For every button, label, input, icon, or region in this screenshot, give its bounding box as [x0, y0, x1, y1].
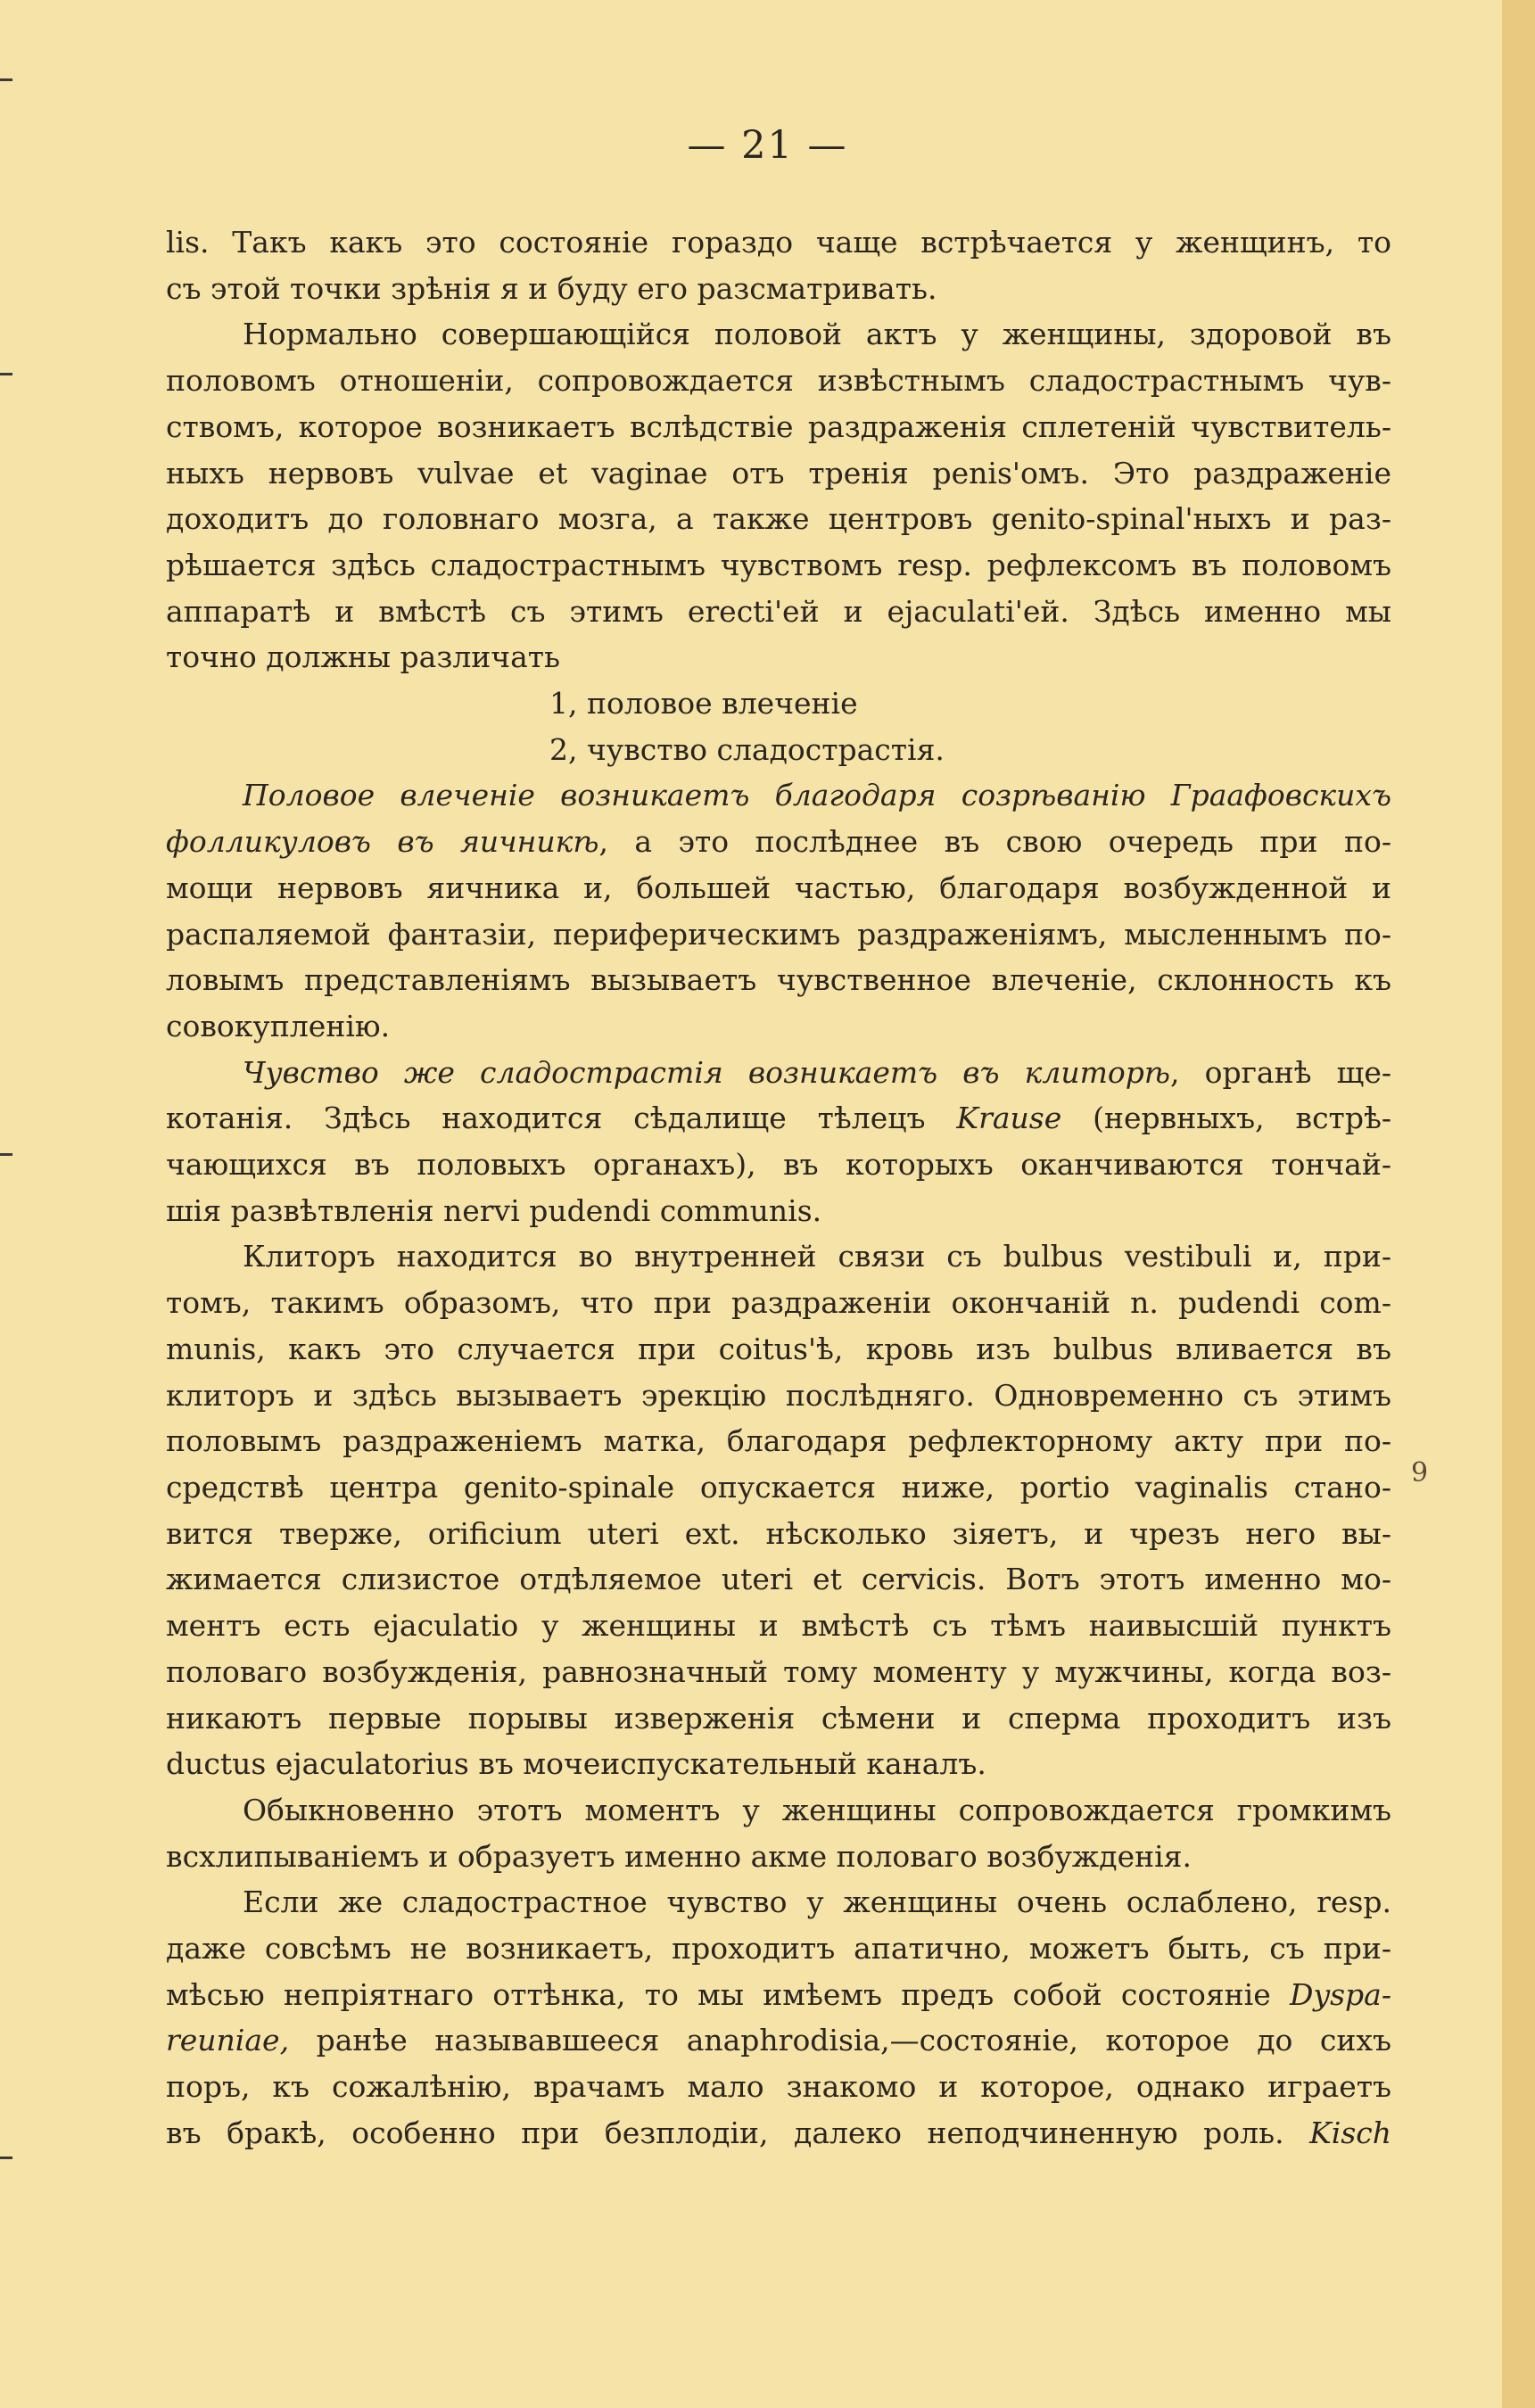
text-run: въ бракѣ, особенно при безплодіи, далеко неподчиненную роль. — [166, 2115, 1310, 2150]
text-run: половаго возбужденія, равнозначный тому моменту у мужчины, когда воз- — [166, 1653, 1391, 1689]
text-line — [166, 1233, 1391, 1280]
text-run: даже совсѣмъ не возникаетъ, проходитъ апатично, можетъ быть, съ при- — [166, 1931, 1391, 1967]
text-line — [166, 1326, 1391, 1373]
text-run: котанія. Здѣсь находится сѣдалище тѣлецъ — [166, 1101, 957, 1136]
italic-text: Чувство же сладострастія возникаетъ въ клиторѣ — [243, 1054, 1171, 1090]
text-run: , органѣ ще- — [1170, 1054, 1392, 1090]
text-run: ментъ есть ejaculatio у женщины и вмѣстѣ съ тѣмъ наивысшій пунктъ — [166, 1608, 1391, 1644]
text-line — [166, 589, 1391, 635]
text-line — [166, 1418, 1391, 1464]
binding-mark — [0, 78, 12, 81]
italic-text: Kisch — [1309, 2115, 1391, 2150]
text-line — [166, 496, 1391, 542]
text-line — [166, 1787, 1391, 1834]
text-line — [166, 1741, 1391, 1787]
text-line — [166, 819, 1391, 865]
text-run: аппаратѣ и вмѣстѣ съ этимъ erecti'ей и ejaculati'ей. Здѣсь именно мы — [166, 593, 1391, 629]
text-run: половомъ отношеніи, сопровождается извѣстнымъ сладострастнымъ чув- — [166, 363, 1391, 399]
text-run: шія развѣтвленія nervi pudendi communis. — [166, 1192, 822, 1228]
text-line — [166, 1834, 1391, 1880]
text-line — [166, 1926, 1391, 1972]
text-run: Клиторъ находится во внутренней связи съ bulbus vestibuli и, при- — [243, 1239, 1391, 1274]
text-run: munis, какъ это случается при coitus'ѣ, кровь изъ bulbus вливается въ — [166, 1331, 1391, 1366]
binding-mark — [0, 2156, 12, 2159]
text-line — [166, 1095, 1391, 1142]
text-line — [166, 727, 1391, 773]
italic-text: reuniae, — [166, 2023, 290, 2058]
text-line — [166, 865, 1391, 911]
text-line — [166, 680, 1391, 727]
text-line — [166, 957, 1391, 1003]
text-run: распаляемой фантазіи, периферическимъ раздраженіямъ, мысленнымъ по- — [166, 916, 1391, 952]
page-text — [166, 219, 1391, 2156]
text-run: всхлипываніемъ и образуетъ именно акме половаго возбужденія. — [166, 1838, 1192, 1874]
text-run: томъ, такимъ образомъ, что при раздраженіи окончаній n. pudendi com- — [166, 1285, 1391, 1321]
text-line — [166, 358, 1391, 404]
text-run: мощи нервовъ яичника и, большей частью, благодаря возбужденной и — [166, 870, 1391, 905]
text-run: 2, чувство сладострастія. — [549, 731, 945, 767]
text-run: доходитъ до головнаго мозга, а также центровъ genito-spinal'ныхъ и раз- — [166, 501, 1391, 537]
text-run: никаютъ первые порывы изверженія сѣмени и сперма проходитъ изъ — [166, 1700, 1391, 1736]
text-run: Нормально совершающійся половой актъ у женщины, здоровой въ — [243, 317, 1391, 352]
text-run: Обыкновенно этотъ моментъ у женщины сопровождается громкимъ — [243, 1792, 1391, 1827]
italic-text: Dyspa- — [1290, 1976, 1391, 2012]
text-line — [166, 542, 1391, 589]
text-run: чающихся въ половыхъ органахъ), въ которыхъ оканчиваются тончай- — [166, 1147, 1391, 1183]
text-run: мѣсью непріятнаго оттѣнка, то мы имѣемъ предъ собой состояніе — [166, 1976, 1290, 2012]
text-run: точно должны различать — [166, 639, 561, 675]
text-run: Если же сладострастное чувство у женщины очень ослаблено, resp. — [243, 1884, 1391, 1920]
text-run: ductus ejaculatorius въ мочеиспускательный каналъ. — [166, 1746, 986, 1782]
text-run: вится тверже, orificium uteri ext. нѣсколько зіяетъ, и чрезъ него вы- — [166, 1515, 1391, 1551]
text-run: ствомъ, которое возникаетъ вслѣдствіе раздраженія сплетеній чувствитель- — [166, 408, 1391, 444]
text-line — [166, 404, 1391, 450]
text-line — [166, 1188, 1391, 1234]
text-line — [166, 266, 1391, 312]
text-line — [166, 1695, 1391, 1742]
text-run: половымъ раздраженіемъ матка, благодаря рефлекторному акту при по- — [166, 1423, 1391, 1459]
text-line — [166, 219, 1391, 266]
text-run: 1, половое влеченіе — [549, 686, 858, 722]
italic-text: Krause — [956, 1101, 1062, 1136]
text-line — [166, 2017, 1391, 2064]
text-line — [166, 1003, 1391, 1050]
text-run: ныхъ нервовъ vulvae et vaginae отъ тренія penis'омъ. Это раздраженіе — [166, 455, 1391, 491]
text-line — [166, 2110, 1391, 2156]
text-run: совокупленію. — [166, 1008, 391, 1043]
text-line — [166, 2064, 1391, 2110]
text-line — [166, 1603, 1391, 1649]
italic-text: Половое влеченіе возникаетъ благодаря созрѣванію Граафовскихъ — [243, 778, 1391, 813]
text-run: рѣшается здѣсь сладострастнымъ чувствомъ resp. рефлексомъ въ половомъ — [166, 547, 1391, 582]
text-run: средствѣ центра genito-spinale опускается ниже, portio vaginalis стано- — [166, 1469, 1391, 1505]
text-line — [166, 450, 1391, 497]
text-run: съ этой точки зрѣнія я и буду его разсматривать. — [166, 270, 937, 306]
italic-text: фолликуловъ въ яичникѣ — [166, 824, 599, 860]
text-line — [166, 1373, 1391, 1419]
text-line — [166, 911, 1391, 958]
text-line — [166, 1050, 1391, 1096]
page-number: — 21 — — [687, 123, 848, 168]
margin-annotation: 9 — [1411, 1457, 1429, 1489]
text-run: клиторъ и здѣсь вызываетъ эрекцію послѣдняго. Одновременно съ этимъ — [166, 1377, 1391, 1413]
text-line — [166, 1280, 1391, 1326]
text-line — [166, 1972, 1391, 2018]
page-edge-shadow — [1502, 0, 1535, 2408]
text-line — [166, 1556, 1391, 1603]
text-line — [166, 634, 1391, 680]
text-line — [166, 772, 1391, 819]
text-run: (нервныхъ, встрѣ- — [1061, 1101, 1391, 1136]
text-run: жимается слизистое отдѣляемое uteri et cervicis. Вотъ этотъ именно мо- — [166, 1562, 1391, 1597]
text-run: поръ, къ сожалѣнію, врачамъ мало знакомо и которое, однако играетъ — [166, 2069, 1391, 2105]
text-line — [166, 1511, 1391, 1557]
text-line — [166, 1142, 1391, 1188]
text-line — [166, 1649, 1391, 1695]
text-line — [166, 1464, 1391, 1511]
text-line — [166, 1879, 1391, 1926]
binding-mark — [0, 373, 12, 375]
binding-mark — [0, 1153, 12, 1156]
text-run: ранѣе называвшееся anaphrodisia,—состояніе, которое до сихъ — [289, 2023, 1391, 2058]
text-run: lis. Такъ какъ это состояніе гораздо чаще встрѣчается у женщинъ, то — [166, 225, 1391, 260]
text-run: , а это послѣднее въ свою очередь при по- — [598, 824, 1391, 860]
text-line — [166, 311, 1391, 358]
text-run: ловымъ представленіямъ вызываетъ чувственное влеченіе, склонность къ — [166, 962, 1391, 998]
